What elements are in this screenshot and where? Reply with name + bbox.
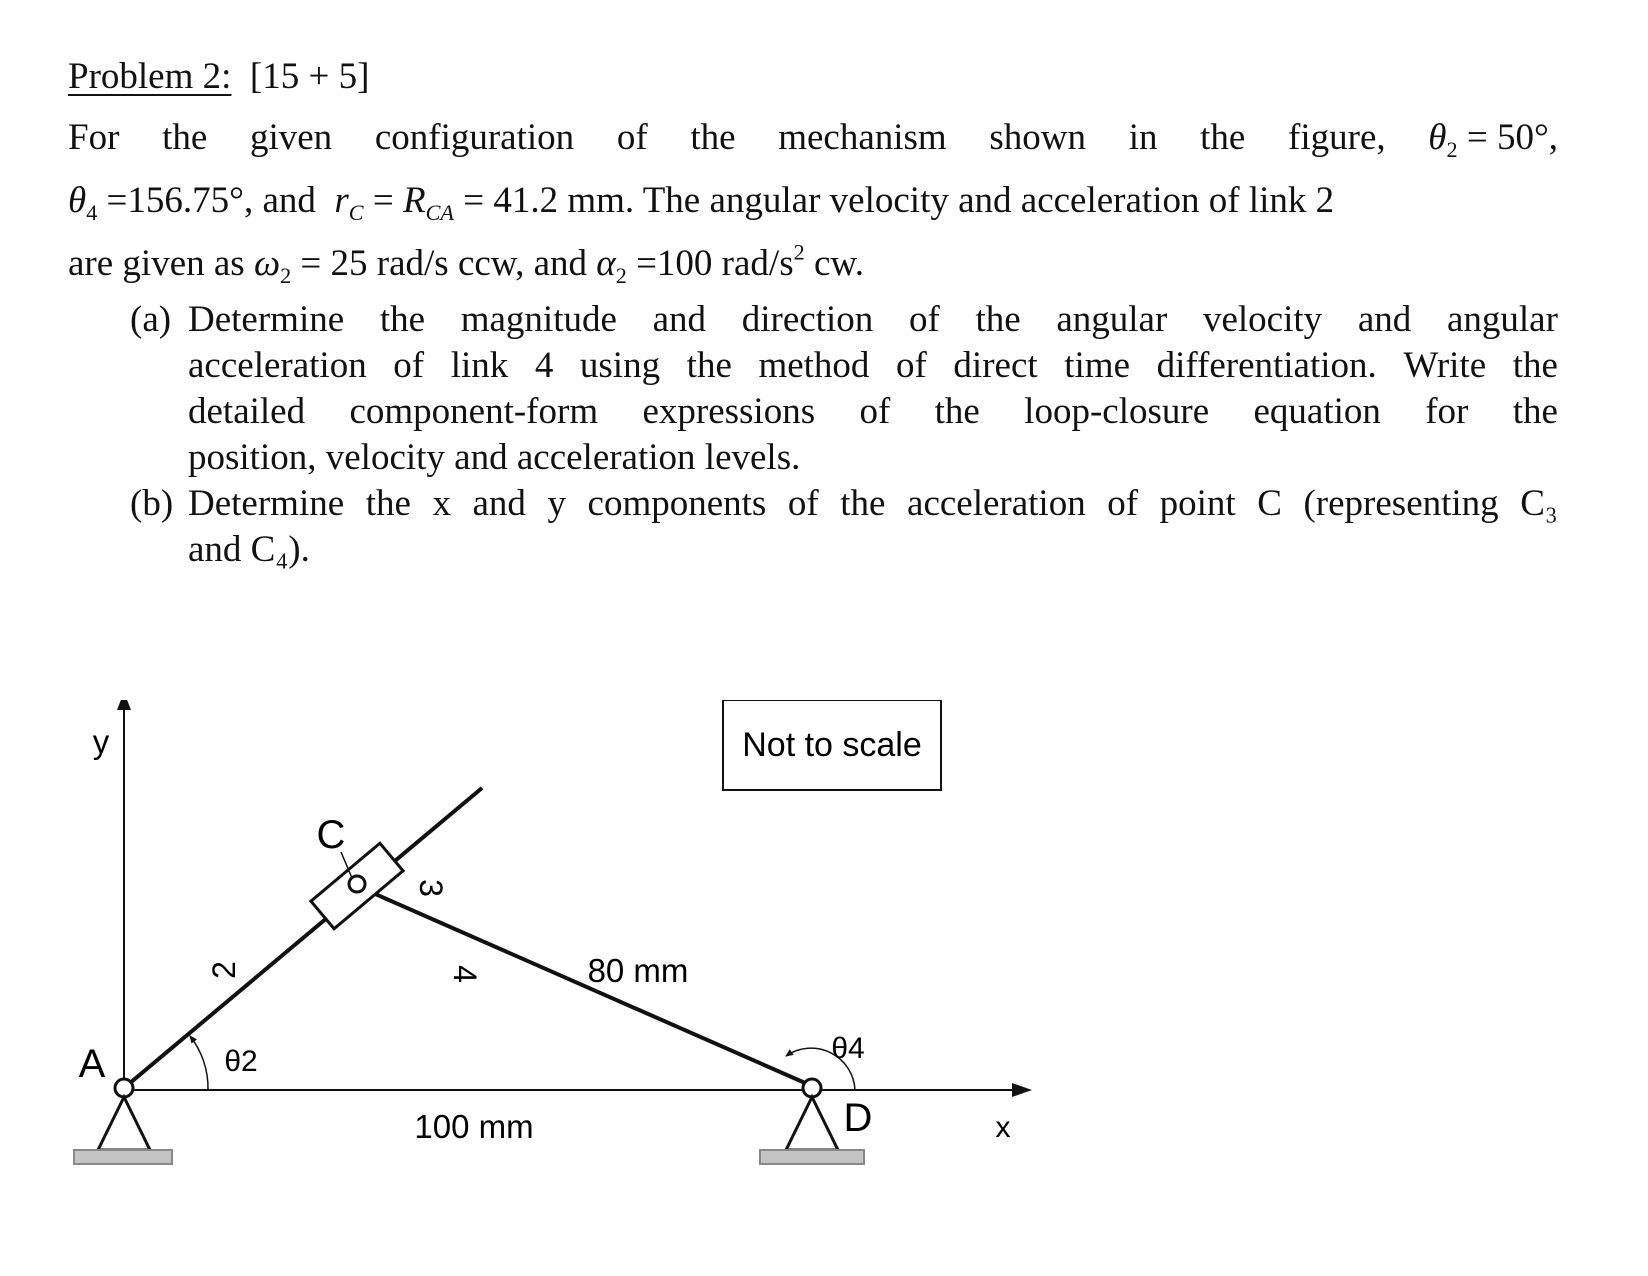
y-axis-label: y (92, 723, 110, 760)
theta-symbol: θ (68, 180, 87, 221)
word: for (1425, 391, 1469, 432)
link-2-label: 2 (206, 961, 242, 979)
mechanism-figure (0, 700, 1100, 1220)
word: Determine (188, 299, 345, 340)
x-axis-label: x (995, 1111, 1011, 1144)
r-symbol: r (334, 180, 349, 221)
word: expressions (642, 391, 816, 432)
word: the (162, 117, 208, 158)
theta2-value: = 50°, (1466, 117, 1558, 158)
conjunction: , and (243, 180, 316, 221)
subscript: C (348, 199, 364, 225)
part-a-line (188, 297, 1558, 343)
word: of (896, 345, 927, 386)
subscript: CA (425, 199, 454, 225)
omega-symbol: ω (253, 243, 281, 284)
part-a-line (188, 389, 1558, 435)
word: C₃ (1520, 483, 1558, 524)
rca-value: = 41.2 mm. The angular velocity and acceleration of link 2 (463, 180, 1335, 221)
subscript: 2 (615, 262, 627, 288)
word: direct (953, 345, 1038, 386)
alpha-value: =100 rad/s (636, 243, 794, 284)
word: loop-closure (1024, 391, 1210, 432)
word: the (365, 483, 411, 524)
word: using (579, 345, 661, 386)
omega-value: = 25 rad/s ccw, and (300, 243, 588, 284)
word: time (1064, 345, 1130, 386)
word: angular (1446, 299, 1558, 340)
link-3-label: 3 (413, 879, 449, 897)
word: Write (1403, 345, 1487, 386)
part-a-line: position, velocity and acceleration levels. (188, 437, 801, 478)
theta2-expression (1428, 106, 1558, 169)
statement-line-2 (68, 169, 1568, 232)
problem-points: [15 + 5] (249, 56, 370, 97)
word: x (432, 483, 451, 524)
word: point (1159, 483, 1236, 524)
x-axis-arrow-icon (1012, 1083, 1032, 1097)
word: given (249, 117, 333, 158)
word: y (547, 483, 566, 524)
y-axis-arrow-icon (117, 700, 131, 710)
word: and (472, 483, 526, 524)
word: and (1357, 299, 1412, 340)
word: of (859, 391, 891, 432)
word: the (840, 483, 886, 524)
point-a-label: A (78, 1042, 106, 1086)
link-4 (357, 886, 812, 1086)
word: C (1257, 483, 1282, 524)
theta-symbol: θ (1428, 117, 1447, 158)
word: method (758, 345, 870, 386)
part-b-label: (b) (130, 483, 174, 524)
pin-c (349, 876, 365, 892)
problem-title: Problem 2: (68, 56, 232, 97)
word: and (652, 299, 707, 340)
ground-a (74, 1150, 172, 1164)
word: component-form (349, 391, 599, 432)
theta4-value: =156.75° (106, 180, 244, 221)
subscript: 2 (280, 262, 292, 288)
word: the (975, 299, 1021, 340)
word: magnitude (460, 299, 617, 340)
word: of (908, 299, 940, 340)
word: in (1128, 117, 1158, 158)
support-a-triangle (98, 1097, 150, 1150)
part-a-line (188, 343, 1558, 389)
point-d-label: D (843, 1096, 873, 1140)
word: link (450, 345, 509, 386)
problem-heading (68, 48, 1568, 106)
equals: = (372, 180, 394, 221)
dimension-ad: 100 mm (414, 1108, 534, 1145)
word: acceleration (188, 345, 367, 386)
alpha-symbol: α (596, 243, 616, 284)
word: the (934, 391, 980, 432)
word: shown (989, 117, 1087, 158)
superscript: 2 (793, 239, 805, 265)
word: 4 (534, 345, 554, 386)
word: the (690, 117, 736, 158)
point-c-label: C (316, 813, 346, 857)
statement-line-3 (68, 232, 1568, 295)
word: Determine (188, 483, 345, 524)
word: the (1200, 117, 1246, 158)
alpha-direction: cw. (813, 243, 864, 284)
word: detailed (188, 391, 306, 432)
word: angular (1056, 299, 1168, 340)
theta4-label: θ4 (831, 1032, 865, 1065)
part-b (68, 481, 1558, 573)
problem-text (68, 48, 1568, 573)
word: acceleration (907, 483, 1086, 524)
word: of (616, 117, 648, 158)
theta2-label: θ2 (224, 1045, 258, 1078)
word: the (686, 345, 732, 386)
word: mechanism (778, 117, 947, 158)
word: of (1107, 483, 1139, 524)
word: components (587, 483, 767, 524)
part-b-line (188, 481, 1558, 527)
word: velocity (1202, 299, 1323, 340)
not-to-scale-note: Not to scale (742, 726, 922, 764)
word: direction (741, 299, 874, 340)
link-2 (124, 788, 482, 1088)
word: the (379, 299, 426, 340)
word: differentiation. (1156, 345, 1377, 386)
theta2-arc (190, 1036, 208, 1090)
word: equation (1253, 391, 1381, 432)
word: For (68, 117, 120, 158)
part-a-label: (a) (130, 299, 172, 340)
statement-line-1 (68, 106, 1558, 169)
ground-d (760, 1150, 864, 1164)
word: (representing (1303, 483, 1499, 524)
word: of (787, 483, 819, 524)
word: the (1512, 345, 1558, 386)
link-4-label: 4 (447, 965, 483, 983)
word: the (1512, 391, 1558, 432)
word: figure, (1288, 117, 1386, 158)
given-as: are given as (68, 243, 245, 284)
word: of (393, 345, 425, 386)
dimension-cd: 80 mm (587, 952, 689, 989)
subscript: 2 (1446, 136, 1458, 162)
R-symbol: R (402, 180, 426, 221)
part-b-line: and C₄). (188, 529, 310, 570)
support-d-triangle (786, 1097, 838, 1150)
subscript: 4 (86, 199, 98, 225)
word: configuration (374, 117, 575, 158)
part-a (68, 297, 1558, 481)
